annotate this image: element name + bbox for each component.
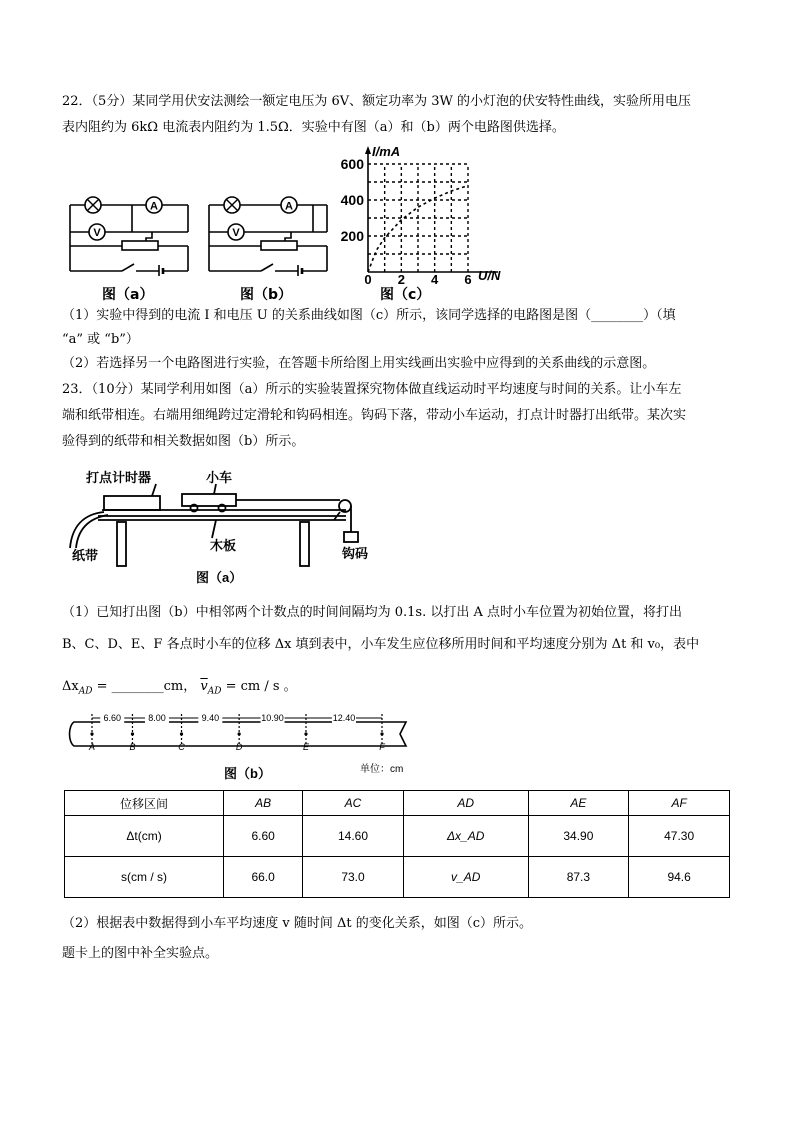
voltmeter-label-a: V [93,227,101,239]
header-cell: AF [629,791,730,816]
table-row [65,816,730,857]
fig-b2-caption: 图（b） [224,766,271,781]
tape-point-label: F [379,742,385,752]
q22-sub1-line1: （1）实验中得到的电流 I 和电压 U 的关系曲线如图（c）所示，该同学选择的电路图是图（________）（填 [62,308,676,323]
q23-line3: 验得到的纸带和相关数据如图（b）所示。 [62,434,305,449]
header-cell: AB [224,791,303,816]
q22-line1: 22．（5分）某同学用伏安法测绘一额定电压为 6V、额定功率为 3W 的小灯泡的伏安特性曲线，实验所用电压 [62,94,692,109]
x-tick-label: 4 [431,272,439,285]
label-cart: 小车 [206,470,233,485]
dx-symbol: Δx [62,679,79,694]
tape-segment-label: 9.40 [201,713,220,723]
v-blank-text: = cm / s 。 [221,679,297,694]
tape-point-label: A [88,742,96,752]
x-tick-label: 2 [397,272,405,285]
y-tick-label: 400 [340,192,364,208]
v-symbol: $\overline{v}$ [200,679,208,694]
y-axis-label: I/mA [372,144,401,159]
circuit-diagram-a [64,186,194,276]
chart-grid [368,164,468,272]
dx-blank-text: = ________cm， [92,679,197,694]
table-cell: v_AD [403,857,528,898]
table-cell: 87.3 [528,857,629,898]
table-cell: 94.6 [629,857,730,898]
tape-dot [304,732,307,735]
q23-line2: 端和纸带相连。右端用细绳跨过定滑轮和钩码相连。钩码下落，带动小车运动，打点计时器打出纸带。某次实 [62,408,687,423]
fig-a-caption: 图（a） [102,287,154,303]
tape-dot [131,732,134,735]
table-header-row [65,791,730,816]
tape-point-label: D [235,742,243,752]
tape-figure [66,704,412,786]
fig-b-caption: 图（b） [240,287,293,303]
tape-dot [238,732,241,735]
tape-segment-label: 6.60 [103,713,121,723]
table-cell: 6.60 [224,816,303,857]
tape-segment-label: 8.00 [148,713,166,723]
q22-sub1-line2: “a” 或 “b”） [62,332,139,347]
tape-point-label: C [178,742,185,752]
tape-point-label: B [129,742,136,752]
x-tick-label: 6 [464,272,472,285]
header-cell: AC [303,791,404,816]
header-cell: AD [403,791,528,816]
q22-sub2: （2）若选择另一个电路图进行实验，在答题卡所给图上用实线画出实验中应得到的关系曲线的示意图。 [62,356,656,371]
q22-line2: 表内阻约为 6kΩ 电流表内阻约为 1.5Ω．实验中有图（a）和（b）两个电路图供选择。 [62,120,565,135]
q23-last: 题卡上的图中补全实验点。 [62,946,219,961]
tape-dot [90,732,93,735]
row-label: s(cm / s) [65,857,224,898]
q23-sub1-line1: （1）已知打出图（b）中相邻两个计数点的时间间隔均为 0.1s. 以打出 A 点时小车位置为初始位置，将打出 [62,605,682,620]
fig-a2-caption: 图（a） [196,570,243,585]
table-cell: 73.0 [303,857,404,898]
q23-sub1-line2: B、C、D、E、F 各点时小车的位移 Δx 填到表中，小车发生应位移所用时间和平均速度分别为 Δt 和 v₀，表中 [62,637,700,652]
tape-dot [180,732,183,735]
tape-segment-label: 10.90 [261,713,284,723]
ammeter-label-a: A [150,200,158,213]
tape-point-label: E [302,742,309,752]
data-table [64,790,730,898]
ammeter-label-b: A [285,200,293,213]
y-tick-label: 200 [340,228,364,244]
row-label: Δt(cm) [65,816,224,857]
label-tape: 纸带 [72,548,99,563]
v-subscript: AD [207,686,222,697]
tape-unit: 单位：cm [360,764,404,775]
q23-sub2: （2）根据表中数据得到小车平均速度 v 随时间 Δt 的变化关系，如图（c）所示。 [62,916,533,931]
label-weight: 钩码 [342,546,369,561]
y-axis-arrow-icon [365,146,371,154]
q23-sub1-line3 [62,674,734,705]
x-tick-label: 0 [364,272,372,285]
tape-dot [380,732,383,735]
q23-line1: 23．（10分）某同学利用如图（a）所示的实验装置探究物体做直线运动时平均速度与时间的关系。让小车左 [62,382,682,397]
table-cell: 66.0 [224,857,303,898]
table-row [65,857,730,898]
table-cell: 14.60 [303,816,404,857]
fig-c-caption: 图（c） [380,287,431,303]
header-cell: AE [528,791,629,816]
circuit-diagram-b [203,186,333,276]
header-cell: 位移区间 [65,791,224,816]
tape-segment-label: 12.40 [332,713,356,723]
x-axis-label: U/N [478,268,501,283]
table-cell: 34.90 [528,816,629,857]
iu-chart [334,140,504,285]
voltmeter-label-b: V [232,227,240,239]
label-timer: 打点计时器 [86,470,152,485]
table-cell: 47.30 [629,816,730,857]
y-tick-label: 600 [340,156,364,172]
apparatus-figure [64,462,376,590]
dx-subscript: AD [78,686,93,697]
table-cell: Δx_AD [403,816,528,857]
label-board: 木板 [210,538,237,553]
